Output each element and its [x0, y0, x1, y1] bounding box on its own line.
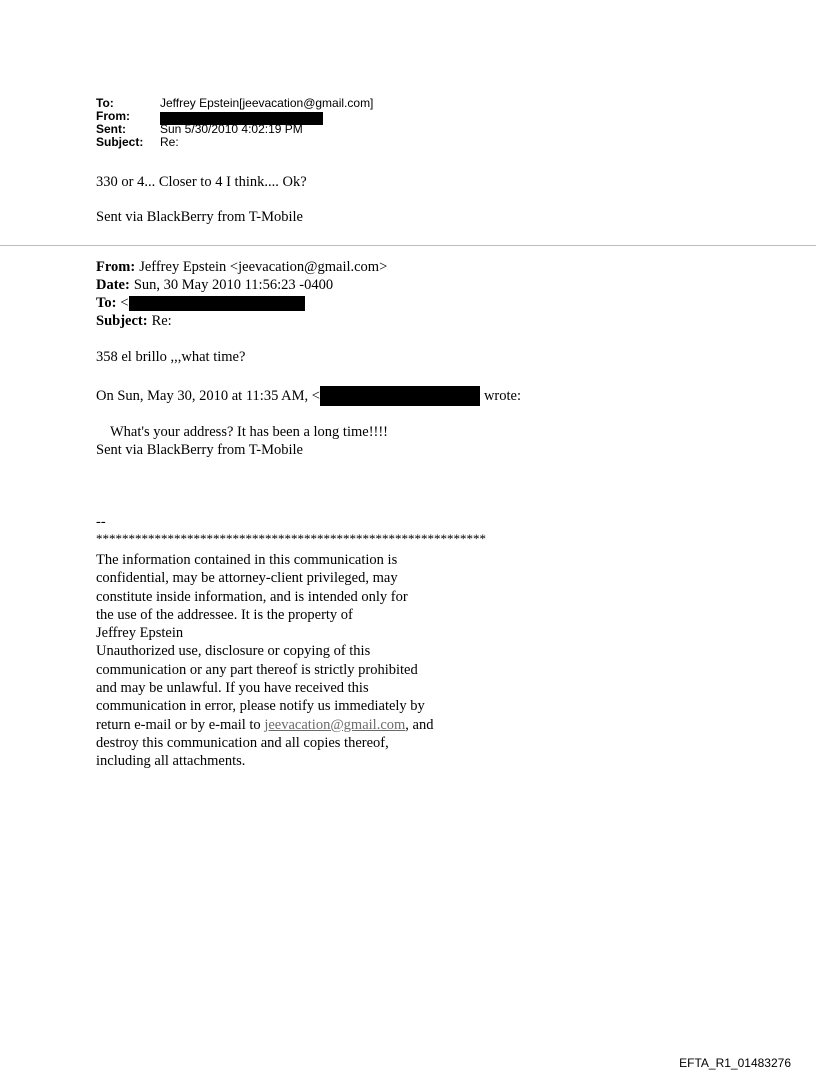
- quoted-subject-value: Re:: [151, 313, 172, 329]
- disclaimer-line: the use of the addressee. It is the property of: [96, 606, 353, 623]
- disclaimer-line: Jeffrey Epstein: [96, 625, 184, 642]
- top-email-header: [96, 97, 373, 149]
- disclaimer-line: communication or any part thereof is strictly prohibited: [96, 661, 418, 678]
- inner-message: What's your address? It has been a long time!!!!: [110, 424, 389, 440]
- quoted-date-value: Sun, 30 May 2010 11:56:23 -0400: [133, 277, 334, 293]
- disclaimer-line: destroy this communication and all copies thereof,: [96, 734, 389, 751]
- quoted-from-label: From:: [96, 259, 136, 275]
- disclaimer-line: The information contained in this communication is: [96, 552, 398, 568]
- quoted-from-row: [96, 258, 387, 276]
- wrote-prefix: On Sun, May 30, 2010 at 11:35 AM, <: [96, 387, 320, 404]
- quoted-date-row: [96, 276, 387, 294]
- quoted-to-label: To:: [96, 295, 117, 311]
- quoted-to-prefix: <: [120, 295, 129, 311]
- email-link[interactable]: jeevacation@gmail.com: [264, 716, 406, 733]
- disclaimer-line: confidential, may be attorney-client privileged, may: [96, 570, 398, 587]
- quoted-to-row: [96, 294, 387, 312]
- wrote-line: [96, 386, 521, 406]
- disclaimer-line: Unauthorized use, disclosure or copying of this: [96, 643, 371, 660]
- sent-label: Sent:: [96, 122, 126, 136]
- disclaimer-line: and may be unlawful. If you have received this: [96, 680, 369, 697]
- reply-signature: Sent via BlackBerry from T-Mobile: [96, 209, 303, 225]
- quoted-subject-row: [96, 312, 387, 330]
- to-row: [96, 97, 373, 110]
- quoted-line-address: 358 el brillo ,,,what time?: [96, 349, 246, 365]
- quoted-from-value: Jeffrey Epstein <jeevacation@gmail.com>: [139, 259, 388, 275]
- disclaimer-line: constitute inside information, and is intended only for: [96, 588, 408, 605]
- subject-row: [96, 136, 373, 149]
- from-label: From:: [96, 109, 130, 123]
- return-suffix: , and: [405, 716, 434, 733]
- disclaimer-dashes: --: [96, 514, 106, 530]
- redaction-block: [320, 386, 480, 406]
- return-prefix: return e-mail or by e-mail to: [96, 716, 265, 733]
- redaction-block: [129, 296, 305, 311]
- sent-value: Sun 5/30/2010 4:02:19 PM: [160, 122, 303, 136]
- wrote-suffix: wrote:: [483, 387, 521, 404]
- disclaimer-line: including all attachments.: [96, 753, 246, 770]
- reply-body: 330 or 4... Closer to 4 I think.... Ok?: [96, 174, 307, 190]
- disclaimer-line: communication in error, please notify us immediately by: [96, 698, 425, 715]
- disclaimer-stars: ************************************************************: [96, 531, 486, 546]
- quoted-email-header: [96, 258, 387, 330]
- subject-label: Subject:: [96, 135, 144, 149]
- subject-value: Re:: [160, 135, 179, 149]
- disclaimer-line-return: [96, 716, 433, 734]
- to-label: To:: [96, 96, 114, 110]
- document-id: EFTA_R1_01483276: [679, 1056, 791, 1070]
- to-value: Jeffrey Epstein[jeevacation@gmail.com]: [160, 96, 374, 110]
- divider-line: [0, 245, 816, 246]
- inner-signature: Sent via BlackBerry from T-Mobile: [96, 442, 303, 458]
- quoted-date-label: Date:: [96, 277, 130, 293]
- disclaimer-text: [96, 551, 433, 771]
- quoted-subject-label: Subject:: [96, 313, 148, 329]
